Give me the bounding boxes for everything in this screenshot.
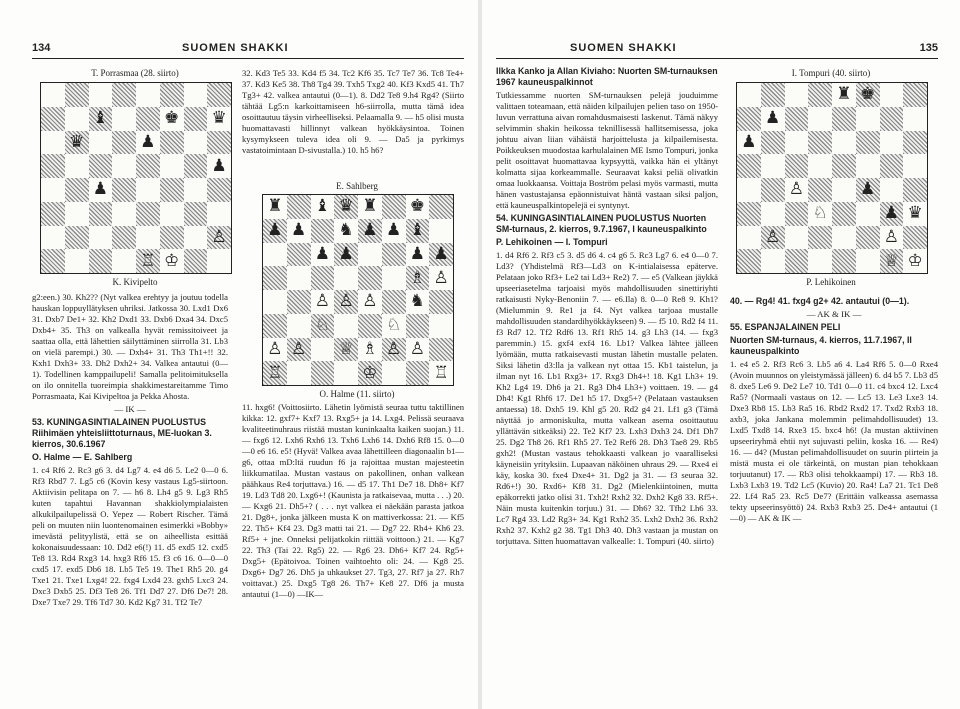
- board-square: [832, 83, 856, 107]
- board-square: [808, 131, 832, 155]
- chess-diagram: [40, 82, 232, 274]
- board-caption-bottom: K. Kivipelto: [112, 277, 158, 287]
- board-square: [263, 266, 287, 290]
- running-title: SUOMEN SHAKKI: [570, 42, 677, 54]
- board-square: [41, 178, 65, 202]
- chess-piece: ♙: [883, 226, 899, 247]
- chess-piece: ♟: [291, 220, 307, 241]
- board-square: [429, 338, 453, 362]
- board-square: [89, 154, 113, 178]
- section-heading: P. Lehikoinen — I. Tompuri: [496, 237, 608, 247]
- board-square: [263, 314, 287, 338]
- board-square: [207, 107, 231, 131]
- board-square: [112, 154, 136, 178]
- chess-piece: ♙: [314, 291, 330, 312]
- board-square: [41, 249, 65, 273]
- left-page: [0, 0, 478, 709]
- board-square: [160, 154, 184, 178]
- board-caption-bottom: O. Halme (11. siirto): [319, 389, 395, 399]
- chess-piece: ♖: [140, 250, 156, 271]
- chess-piece: ♛: [69, 131, 85, 152]
- board-square: [207, 131, 231, 155]
- board-square: [112, 226, 136, 250]
- board-square: [429, 243, 453, 267]
- board-square: [334, 314, 358, 338]
- chess-piece: ♟: [883, 203, 899, 224]
- board-square: [112, 131, 136, 155]
- chess-piece: ♜: [267, 196, 283, 217]
- board-square: [65, 226, 89, 250]
- board-square: [761, 154, 785, 178]
- board-square: [207, 83, 231, 107]
- board-square: [785, 249, 809, 273]
- board-square: [903, 249, 927, 273]
- chess-piece: ♚: [860, 84, 876, 105]
- section-heading: 53. KUNINGASINTIALAINEN PUOLUSTUS Riihimäen yhteisliittoturnaus, ME-luokan 3. kierros, 30.6.1967: [32, 417, 212, 449]
- board-square: [808, 107, 832, 131]
- board-square: [160, 202, 184, 226]
- board-square: [856, 226, 880, 250]
- board-square: [136, 178, 160, 202]
- board-square: [880, 226, 904, 250]
- board-square: [406, 361, 430, 385]
- board-square: [184, 202, 208, 226]
- board-square: [832, 107, 856, 131]
- chess-piece: ♛: [907, 203, 923, 224]
- board-caption-top: I. Tompuri (40. siirto): [791, 68, 871, 78]
- board-square: [903, 107, 927, 131]
- board-square: [406, 195, 430, 219]
- board-square: [785, 107, 809, 131]
- chess-piece: ♜: [362, 196, 378, 217]
- board-square: [287, 290, 311, 314]
- board-square: [880, 249, 904, 273]
- board-square: [761, 249, 785, 273]
- board-square: [880, 131, 904, 155]
- board-square: [358, 338, 382, 362]
- chess-piece: ♟: [765, 108, 781, 129]
- chess-piece: ♕: [883, 250, 899, 271]
- section-heading: Nuorten SM-turnaus, 4. kierros, 11.7.1967, II kauneuspalkinto: [730, 335, 912, 356]
- board-square: [880, 154, 904, 178]
- chess-diagram: [736, 82, 928, 274]
- board-square: [808, 249, 832, 273]
- board-square: [184, 131, 208, 155]
- board-square: [382, 314, 406, 338]
- board-square: [903, 154, 927, 178]
- board-square: [382, 290, 406, 314]
- board-square: [41, 131, 65, 155]
- board-square: [112, 178, 136, 202]
- chess-piece: ♔: [164, 250, 180, 271]
- chess-piece: ♟: [92, 179, 108, 200]
- board-square: [160, 83, 184, 107]
- chess-piece: ♔: [907, 250, 923, 271]
- board-square: [785, 83, 809, 107]
- board-square: [160, 107, 184, 131]
- chess-piece: ♙: [409, 338, 425, 359]
- board-square: [89, 249, 113, 273]
- chess-piece: ♙: [291, 338, 307, 359]
- article-column: [242, 68, 464, 180]
- board-square: [880, 202, 904, 226]
- board-square: [311, 338, 335, 362]
- board-square: [207, 178, 231, 202]
- board-square: [41, 154, 65, 178]
- chess-piece: ♟: [741, 131, 757, 152]
- board-square: [184, 178, 208, 202]
- board-square: [903, 131, 927, 155]
- board-square: [382, 266, 406, 290]
- paragraph: g2:een.) 30. Kh2?? (Nyt valkea erehtyy ja joutuu todella hauskan loppuyllätyksen uhriksi. Jatkossa 30. Lxd1 Dx6 31. Dxb7 De1+ 32. Kh2 Dxd1 33. Dxb6 Dxa4 34. Dxc5 Dxb4+ 35. Th3 on valkealla hyvät remissitoiveet ja saattaa olla, että lähettien säilyttäminen siirrolla 31. Lb3 on vielä parempi.) 30. — Dxh4+ 31. Th3 Th1+!! 32. Kxh1 Dxh3+ 33. Dh2 Dxh2+ 34. Valkea antautui (0—1). Todellinen kamppailupeli! Samalla pelitoimituksella on ilo onnitella tuoreimpia shakkimestareitamme Timo Porrasmaata, Kai Kivipeltoa ja Pekka Ahosta.: [32, 292, 228, 401]
- chess-piece: ♙: [211, 226, 227, 247]
- board-caption-top: E. Sahlberg: [336, 181, 378, 191]
- board-square: [184, 226, 208, 250]
- board-square: [358, 314, 382, 338]
- board-square: [406, 314, 430, 338]
- chess-piece: ♝: [314, 196, 330, 217]
- paragraph: 11. hxg6! (Voittosiirto. Lähetin lyömistä seuraa tuttu taktillinen kikka: 12. gxf7+ Kxf7 13. Rxg5+ ja 14. Lxg4. Pelissä seuraava kvaliteetinuhraus riistää mustan kuninkaalta kaiken suojan.) 11. — fxg6 12. Lxh6 Rxh6 13. Txh6 Lxh6 14. Dxh6 Rf8 15. 0—0—0 e6 16. e5! (Hyvä! Valkea avaa lähettilleen diagonaalin b1—g6, ottaa mD:ltä ruudun f6 ja rajoittaa mustan majesteetin liikkumatilaa. Mustan vastaus on pakollinen, onhan valkean päähkaus Re4 torjuttava.) 16. — d5 17. Th1 De7 18. Dh8+ Kf7 19. Ld3 Td8 20. Lxg6+! (Kaunista ja ratkaisevaa, mutta . . .) 20. — Kxg6 21. Dh5+? ( . . . nyt valkea ei näekään parasta jatkoa 21. Dg8+, jonka jälkeen musta K on mattiverkossa: 21. — Kf5 22. Th5+ Kf4 23. Dg3 matti tai 21. — Dg7 22. Rh4+ Kh6 23. Rf5+ + jne. Onneksi pelijatkokin riittää voittoon.) 21. — Kg7 22. Th3 (Tai 22. Rg5) 22. — Rg6 23. Dh6+ Kf7 24. Rg5+ Dxg5+ (Epätoivoa. Toinen vaihtoehto oli: 24. — Kg8 25. Dxg6+ Dg7 26. Dh5 ja uhkaukset 27. Tg3, 27. Rf7 ja 27. Rh7 voittavat.) 25. Dxg5 Tg8 26. Th7+ Ke8 27. Df6 ja musta antautui (1—0) —IK—: [242, 402, 464, 599]
- chess-piece: ♙: [362, 291, 378, 312]
- board-square: [761, 202, 785, 226]
- board-square: [880, 107, 904, 131]
- board-square: [334, 338, 358, 362]
- board-square: [737, 107, 761, 131]
- board-square: [41, 107, 65, 131]
- chess-piece: ♙: [386, 338, 402, 359]
- board-square: [832, 178, 856, 202]
- board-square: [263, 338, 287, 362]
- chess-piece: ♟: [409, 243, 425, 264]
- page-number: 134: [32, 42, 51, 54]
- board-square: [903, 178, 927, 202]
- board-square: [382, 361, 406, 385]
- board-square: [737, 178, 761, 202]
- chess-piece: ♟: [362, 220, 378, 241]
- board-square: [287, 243, 311, 267]
- board-square: [287, 219, 311, 243]
- board-square: [856, 249, 880, 273]
- board-square: [358, 361, 382, 385]
- board-square: [112, 107, 136, 131]
- chess-piece: ♚: [409, 196, 425, 217]
- board-caption-top: T. Porrasmaa (28. siirto): [91, 68, 179, 78]
- board-square: [382, 243, 406, 267]
- board-square: [136, 107, 160, 131]
- board-square: [856, 83, 880, 107]
- board-square: [761, 178, 785, 202]
- chess-piece: ♟: [386, 220, 402, 241]
- board-square: [184, 107, 208, 131]
- board-square: [89, 202, 113, 226]
- board-square: [311, 361, 335, 385]
- board-square: [761, 83, 785, 107]
- section-heading: 40. — Rg4! 41. fxg4 g2+ 42. antautui (0—1).: [730, 296, 910, 306]
- board-square: [808, 83, 832, 107]
- board-square: [429, 290, 453, 314]
- board-square: [311, 243, 335, 267]
- board-square: [903, 83, 927, 107]
- board-square: [429, 361, 453, 385]
- board-square: [89, 226, 113, 250]
- board-square: [406, 266, 430, 290]
- board-square: [785, 226, 809, 250]
- chess-piece: ♟: [338, 243, 354, 264]
- page-number: 135: [919, 42, 938, 54]
- board-square: [136, 131, 160, 155]
- board-square: [808, 202, 832, 226]
- board-square: [808, 226, 832, 250]
- board-square: [382, 219, 406, 243]
- chess-piece: ♖: [267, 362, 283, 383]
- board-square: [287, 314, 311, 338]
- board-square: [311, 314, 335, 338]
- paragraph: 1. c4 Rf6 2. Rc3 g6 3. d4 Lg7 4. e4 d6 5. Le2 0—0 6. Rf3 Rbd7 7. Lg5 c6 (Kovin kesy vastaus Lg5-siirtoon. Aktiivisin pelitapa on 7. — h6 8. Lh4 g5 9. Lg3 Rh5 kuten tapahtui Havannan shakkiolympialaisten alkukilpailupelissä O. Yepez — Robert Rischer. Tämä peli on muuten niin luontenomainen esimerkki »Bobby» imevästä pelityylistä, että se on aiheellista esittää kokonaisuudessaan: 10. Dd2 e6(!) 11. d5 exd5 12. cxd5 Te8 13. Rd4 Rxg3 14. hxg3 Rf6 15. f3 c6 16. 0—0—0 cxd5 17. exd5 Db6 18. Lb5 Te5 19. The1 Rh5 20. g4 Txe1 21. Txe1 Lxg4! 22. fxg4 Lxd4 23. gxh5 Lxc3 24. Dxc3 Dxb5 25. Df3 Te8 26. Tf1 Dd7 27. Df6 De7! 28. Dxe7 Txe7 29. Tf6 Td7 30. Kd2 Kg7 31. Tf2 Te7: [32, 465, 228, 607]
- board-square: [808, 178, 832, 202]
- board-square: [311, 195, 335, 219]
- board-square: [856, 202, 880, 226]
- paragraph: Tutkiessamme nuorten SM-turnauksen pelejä jouduimme valittaen toteamaan, että näiden kilpailujen pelien taso on 1950-luvun verrattuna aivan romahdusmaisesti laskenut. Tämä näkyy selvimmin shakin heikossa teknillisessä hallitsemisessa, joka johtuu aivan liian vähäistä harjoittelusta ja kilpailemisesta. Poikkeuksen muodostaa karhulalainen ME Ismo Tompuri, jonka pelit osoittavat huomattavaa kypsyyttä, vaikka hän ei yltänyt kolmatta sijaa korkeammalle. Seuraavat kaksi peliä olivatkin omaa luokkaansa. Voittaja Boström pelasi myös varmasti, mutta hänen vastustajansa epäonnistuivat häntä vastaan siksi paljon, että kauneuspalkintopelejä ei syntynyt.: [496, 90, 718, 210]
- right-page-header: [496, 40, 938, 59]
- article-column: [32, 292, 228, 702]
- left-page-header: [32, 40, 464, 59]
- board-square: [334, 266, 358, 290]
- board-square: [903, 226, 927, 250]
- board-square: [832, 226, 856, 250]
- board-square: [41, 202, 65, 226]
- paragraph: — IK —: [114, 404, 146, 414]
- board-square: [358, 219, 382, 243]
- paragraph: 32. Kd3 Te5 33. Kd4 f5 34. Tc2 Kf6 35. Tc7 Te7 36. Tc8 Te4+ 37. Kd3 Ke5 38. Th8 Tg4 39. Txh5 Txg2 40. Kf3 Kxd5 41. Th7 Tg3+ 42. valkea antautui (0—1). 8. Dd2 Te8 9.h4 Rg4? (Siirto tähtää Lg5:n karkoittamiseen h6-siirrolla, mutta tämä idea osoittautuu täysin virheelliseksi. Pelaamalla 9. — h5 olisi musta huomattavasti hillinnyt valkean hyökkäysintoa. Toinen kysymykseen tuleva idea oli 9. — Da5 ja pyrkimys vastatoimintaan D-sivustalla.) 10. h5 h6?: [242, 68, 464, 155]
- chess-piece: ♙: [433, 267, 449, 288]
- chess-piece: ♗: [409, 267, 425, 288]
- board-square: [89, 107, 113, 131]
- board-square: [737, 154, 761, 178]
- board-square: [112, 83, 136, 107]
- board-square: [856, 154, 880, 178]
- board-square: [429, 219, 453, 243]
- board-square: [136, 202, 160, 226]
- board-square: [65, 107, 89, 131]
- chess-piece: ♟: [211, 155, 227, 176]
- paragraph: 1. e4 e5 2. Rf3 Rc6 3. Lb5 a6 4. La4 Rf6 5. 0—0 Rxe4 (Avoin muunnos on yleistymässä jälleen) 6. d4 b5 7. Lb3 d5 8. dxe5 Le6 9. De2 Le7 10. Td1 0—0 11. c4 bxc4 12. Lxc4 Ra5? (Normaali vastaus on 12. — Lc5 13. Le3 Lxe3 14. Dxe3 Rb8 15. Lb3 Ra5 16. Rbd2 Rxd2 17. Txd2 Rxb3 18. axb3, joka Jankana molemmin pelimahdollisuudet) 13. Lxd5 Txd8 14. Rxe3 15. bxc4 h6! (Ja mustan aktiivinen upseeriryhmä ehtii nyt sujuvasti peliin, koska 16. — Re4) 16. — d4? (Mustan pelimahdollisuudet on suurin piirtein ja mistä musta ei ole tärkeintä, on mustan pian tehokkaan torjuutanut) 17. — Rb3 olisi tehokkaampi) 17. — Rb3 18. Lxb3 Lxb3 19. Td2 Lc5 (Kuvio) 20. Ra4! La7 21. Tc1 De8 22. Lf4 Ra5 23. Rc5 De7? (Erittäin valkeassa asemassa tekty upseerinsyöttö) 24. Rxb3 Rxb3 25. De4+ antautui (1—0) — AK & IK —: [730, 359, 938, 523]
- chess-piece: ♞: [409, 291, 425, 312]
- board-square: [737, 226, 761, 250]
- board-square: [785, 202, 809, 226]
- article-column: [496, 66, 718, 702]
- chess-piece: ♟: [860, 179, 876, 200]
- board-square: [41, 83, 65, 107]
- board-square: [263, 361, 287, 385]
- chess-piece: ♔: [362, 362, 378, 383]
- board-square: [406, 243, 430, 267]
- board-square: [429, 314, 453, 338]
- board-square: [311, 290, 335, 314]
- board-square: [160, 249, 184, 273]
- chess-piece: ♘: [386, 315, 402, 336]
- chess-piece: ♙: [267, 338, 283, 359]
- board-square: [89, 131, 113, 155]
- board-square: [358, 195, 382, 219]
- board-square: [785, 178, 809, 202]
- board-square: [737, 83, 761, 107]
- chess-piece: ♟: [140, 131, 156, 152]
- board-square: [737, 202, 761, 226]
- board-square: [785, 154, 809, 178]
- board-square: [903, 202, 927, 226]
- board-square: [89, 178, 113, 202]
- chess-piece: ♙: [338, 291, 354, 312]
- board-square: [334, 361, 358, 385]
- board-square: [761, 131, 785, 155]
- chess-piece: ♝: [409, 220, 425, 241]
- chess-piece: ♞: [338, 220, 354, 241]
- board-square: [136, 154, 160, 178]
- board-square: [184, 83, 208, 107]
- chess-piece: ♝: [92, 108, 108, 129]
- board-square: [311, 219, 335, 243]
- chess-piece: ♘: [314, 315, 330, 336]
- board-square: [65, 83, 89, 107]
- board-square: [761, 226, 785, 250]
- board-square: [382, 195, 406, 219]
- board-square: [65, 131, 89, 155]
- board-square: [334, 219, 358, 243]
- board-square: [287, 338, 311, 362]
- section-heading: O. Halme — E. Sahlberg: [32, 452, 133, 462]
- board-square: [207, 226, 231, 250]
- section-heading: Ilkka Kanko ja Allan Kiviaho: Nuorten SM-turnauksen 1967 kauneuspalkinnot: [496, 66, 718, 87]
- chess-piece: ♟: [314, 243, 330, 264]
- board-square: [184, 154, 208, 178]
- board-square: [263, 290, 287, 314]
- board-square: [429, 195, 453, 219]
- board-square: [737, 131, 761, 155]
- board-square: [832, 131, 856, 155]
- board-square: [184, 249, 208, 273]
- chess-piece: ♟: [433, 243, 449, 264]
- board-square: [65, 202, 89, 226]
- board-square: [263, 219, 287, 243]
- board-square: [136, 249, 160, 273]
- board-square: [89, 83, 113, 107]
- board-square: [429, 266, 453, 290]
- board-square: [65, 154, 89, 178]
- board-square: [65, 178, 89, 202]
- board-square: [160, 178, 184, 202]
- paragraph: 1. d4 Rf6 2. Rf3 c5 3. d5 d6 4. c4 g6 5. Rc3 Lg7 6. e4 0—0 7. Ld3? (Yhdistelmä Rf3—Ld3 on K-intialaisessa epäterve. Pelataan joko Rf3+ Le2 tai Ld3+ Re2) 7. — e5 (Valkean jäykkä upseeriasetelma tarjoaisi myös mahdollisuuden sinettiriyhti ratkaisusti Nyky-Benoniin 7. — e6.Ila) 8. 0—0 Re8 9. Kh1? (Mielummin 9. Re1 ja f4. Nyt valkea tarjoaa mustalle mahdollisuuden standardihyökkäykseen) 9. — f5 10. Rd2 f4 11. f3 Rd7 12. Tf2 Rdf6 13. Rf1 Rh5 14. g3 Lh3 (14. — fxg3 paremmin.) 15. gxf4 exf4 16. Lb1? Valkea lähtee jälleen lyömään, mutta ratkaisevasti mustan lähetin mustalle pelaten. Siksi lähetin d3:lla ja valkean nyt ottaa 15. Kb1 taistelun, ja ilman nyt 16. Lb1 Rxg3+ 17. Rxg3 Dh4+! 18. Kg1 Lh3+ 19. Kh2 Lg4 19. Dh6 ja 21. Rg3 Dh4 Lh3+) voittaen. 19. — g4 Dh4! Kg1 Rhf6 17. De1 h5 17. Dxg5+? (Pelataan vastauksen antaessa) 18. Dxh5 19. Khl g5 20. Rd2 g4 21. Lf1 g3 (Tämä näyttää jo armoniskulta, mutta valkean asema osoittautuu yllättävän sitkeäksi) 22. Te2 Kf7 23. Lxh3 Dxh3 24. Df1 Dh7 25. Dg2 Th8 26. Rf1 Rh5 27. Te2 Ref6 28. Dh3 Tae8 29. Rb5 gxh2! (Mustan vastaus tehokkaasti valkean jo vaaralliseksi käyneisiin yrityksiin. Lupaavan näköinen uhraus 29. — Rxe4 ei käy, koska 30. fxe4 Dxe4+ 31. Dg2 ja 31. — f3 seuraa 32. Rd6+!) 30. Rxd6+ Kf8 31. Dg2 (Mielenkiintoinen, mutta epäkorrekti jatko olisi 31. Txh2! Rxh2 32. Dxh2 Kg8 33. Rf5+. Näin musta kuitenkin torjuu.) 31. — Dh6? 32. Tfh2 Lh6 33. Lc7 Rg4 33. Ld2 Rg3+ 34. Kg1 Rxh2 35. Lxh2 Dxh2 36. Rxh2 Rxh2 37. Kxh2 g2 38. Tg1 Dh3 40. Dh3 vastaan ja mustan on torjuttava. Sitten huomattavan valkealle: 1. Tompuri (40. siirto): [496, 250, 718, 546]
- article-column: [242, 402, 464, 702]
- board-square: [880, 178, 904, 202]
- board-square: [136, 83, 160, 107]
- chess-piece: ♚: [164, 108, 180, 129]
- section-heading: 54. KUNINGASINTIALAINEN PUOLUSTUS Nuorten SM-turnaus, 2. kierros, 9.7.1967, I kauneuspalkinto: [496, 213, 707, 234]
- board-square: [737, 249, 761, 273]
- board-square: [136, 226, 160, 250]
- board-square: [832, 202, 856, 226]
- board-square: [832, 249, 856, 273]
- board-square: [112, 249, 136, 273]
- board-square: [406, 338, 430, 362]
- board-square: [358, 266, 382, 290]
- board-square: [263, 195, 287, 219]
- chess-piece: ♙: [788, 179, 804, 200]
- chess-piece: ♘: [812, 203, 828, 224]
- section-heading: 55. ESPANJALAINEN PELI: [730, 322, 841, 332]
- board-square: [207, 154, 231, 178]
- chess-piece: ♕: [338, 338, 354, 359]
- board-square: [832, 154, 856, 178]
- board-square: [311, 266, 335, 290]
- right-page: [482, 0, 960, 709]
- board-square: [358, 243, 382, 267]
- chess-piece: ♜: [836, 84, 852, 105]
- chess-diagram: [262, 194, 454, 386]
- chess-piece: ♟: [267, 220, 283, 241]
- chess-piece: ♗: [362, 338, 378, 359]
- board-square: [856, 131, 880, 155]
- board-square: [334, 290, 358, 314]
- board-square: [358, 290, 382, 314]
- board-square: [65, 249, 89, 273]
- board-caption-bottom: P. Lehikoinen: [806, 277, 856, 287]
- board-square: [287, 195, 311, 219]
- chess-piece: ♛: [211, 108, 227, 129]
- board-square: [334, 243, 358, 267]
- board-square: [406, 290, 430, 314]
- board-square: [808, 154, 832, 178]
- board-square: [287, 361, 311, 385]
- board-square: [406, 219, 430, 243]
- chess-piece: ♙: [765, 226, 781, 247]
- board-square: [160, 226, 184, 250]
- board-square: [880, 83, 904, 107]
- board-square: [263, 243, 287, 267]
- board-square: [160, 131, 184, 155]
- board-square: [207, 202, 231, 226]
- board-square: [761, 107, 785, 131]
- chess-piece: ♖: [433, 362, 449, 383]
- article-column: [730, 296, 938, 702]
- board-square: [856, 107, 880, 131]
- board-square: [207, 249, 231, 273]
- board-square: [382, 338, 406, 362]
- board-square: [856, 178, 880, 202]
- board-square: [334, 195, 358, 219]
- running-title: SUOMEN SHAKKI: [182, 42, 289, 54]
- board-square: [41, 226, 65, 250]
- chess-piece: ♛: [338, 196, 354, 217]
- board-square: [112, 202, 136, 226]
- board-square: [785, 131, 809, 155]
- board-square: [287, 266, 311, 290]
- paragraph: — AK & IK —: [806, 309, 862, 319]
